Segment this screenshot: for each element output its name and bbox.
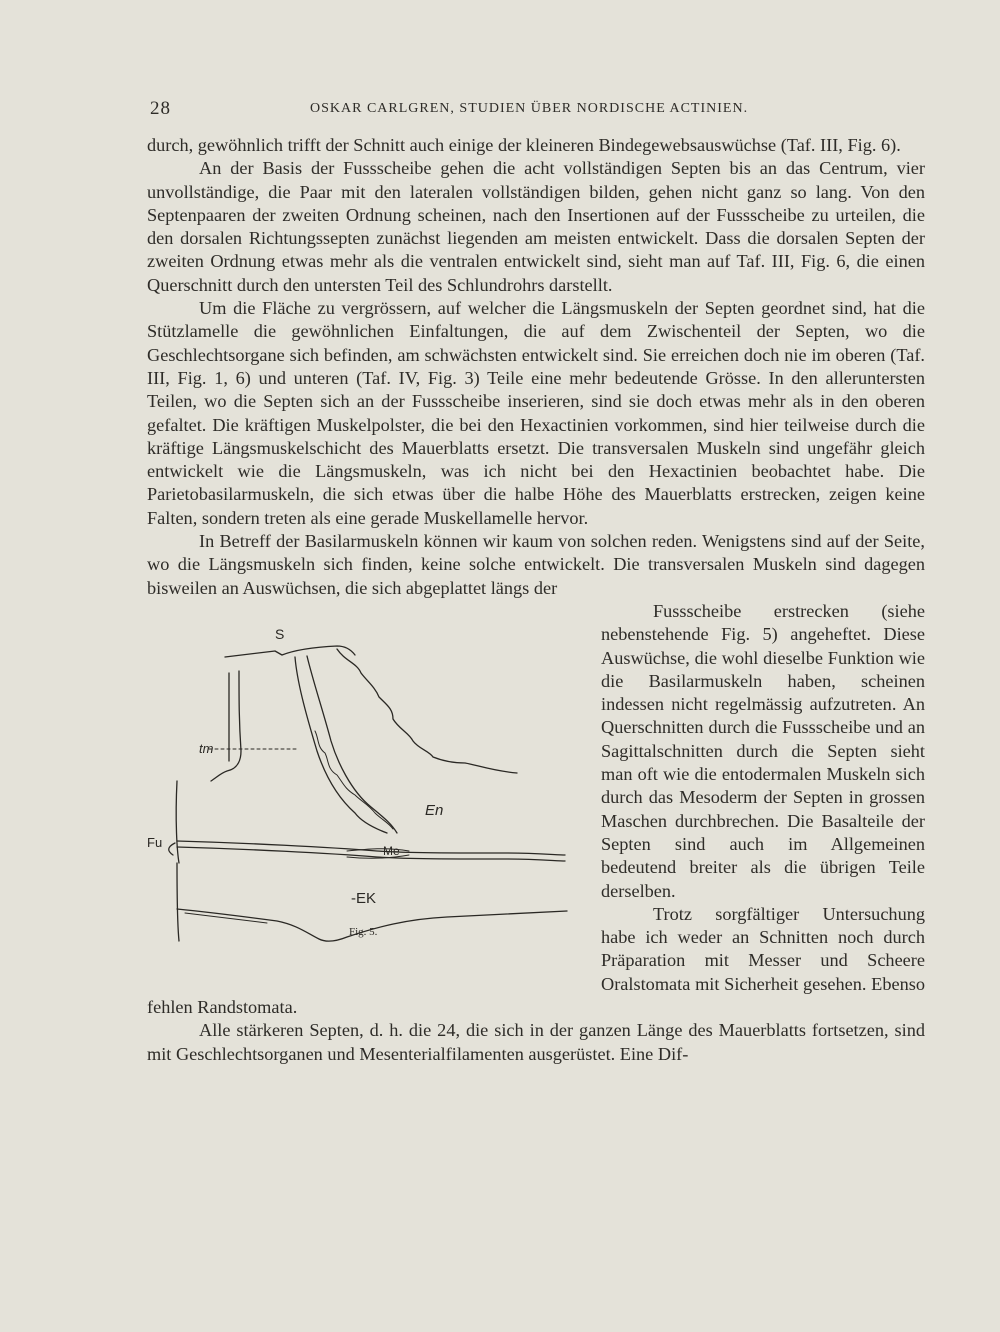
paragraph-septen-geschlechtsorgane: Alle stärkeren Septen, d. h. die 24, die sich in der ganzen Länge des Mauerblatts fortsetzen, sind mit Geschlechtsorganen und Mesenterialfilamenten ausgerüstet. Eine Dif-: [147, 1020, 925, 1064]
label-fu: Fu: [147, 834, 163, 850]
figure-5-drawing: [147, 601, 597, 973]
paragraph-basilarmuskeln: In Betreff der Basilarmuskeln können wir kaum von solchen reden. Wenigstens sind auf der Seite, wo die Längsmuskeln sich finden, keine solche entwickelt. Die transversalen Muskeln sind dagegen bisweilen an Auswüchsen, die sich abgeplattet längs der: [147, 531, 925, 598]
paragraph-stomata: Trotz sorgfältiger Untersuchung habe ich weder an Schnitten noch durch Präparation mit Messer und Scheere Oralstomata mit Sicherheit gesehen. Ebenso fehlen Randstomata.: [147, 903, 925, 1017]
figure-caption: Fig. 5.: [349, 925, 378, 938]
paragraph-continuation: durch, gewöhnlich trifft der Schnitt auch einige der kleineren Bindegewebsauswüchse (Taf. III, Fig. 6).: [147, 135, 901, 155]
body-text: [147, 134, 925, 1066]
fu-bracket-lower: [177, 863, 179, 941]
page-header: [150, 98, 928, 122]
paragraph-stuetzlamelle: Um die Fläche zu vergrössern, auf welcher die Längsmuskeln der Septen geordnet sind, hat die Stützlamelle die gewöhnlichen Einfaltungen, die auf dem Zwischenteil der Septen, wo die Geschlechtsorgane sich befinden, am schwächsten entwickelt sind. Sie erreichen doch nie im oberen (Taf. III, Fig. 1, 6) und unteren (Taf. IV, Fig. 3) Teile eine mehr bedeutende Grösse. In den alleruntersten Teilen, wo die Septen sich an der Fussscheibe inserieren, sind sie doch etwas mehr als in den oberen gefaltet. Die kräftigen Muskelpolster, die bei den Hexactinien vorkommen, sind hier teilweise durch die kräftige Längsmuskelschicht des Mauerblatts ersetzt. Die transversalen Muskeln sind ungefähr gleich entwickelt wie die Längsmuskeln, was ich nicht bei den Hexactinien beobachtet habe. Die Parietobasilarmuskeln, die sich etwas über die halbe Höhe des Mauerblatts erstrecken, zeigen keine Falten, sondern treten als eine gerade Muskellamelle hervor.: [147, 298, 925, 528]
figure-5: [147, 601, 597, 973]
left-wall-inner-line: [211, 671, 241, 781]
muscle-band-line: [315, 731, 393, 829]
fu-bracket-upper: [176, 781, 179, 863]
paragraph-basis-fussscheibe: An der Basis der Fussscheibe gehen die acht vollständigen Septen bis an das Centrum, vier unvollständige, die Paar mit den lateralen vollständigen bilden, gehen nicht ganz so lang. Von den Septenpaaren der zweiten Ordnung scheinen, nach den Insertionen auf der Fussscheibe zu urteilen, die den dorsalen Richtungssepten zunächst liegenden am meisten entwickelt. Dass die dorsalen Septen der zweiten Ordnung etwas mehr als die ventralen entwickelt sind, sieht man auf Taf. III, Fig. 6, die einen Querschnitt durch den untersten Teil des Schlundrohrs darstellt.: [147, 158, 925, 295]
label-tm: tm: [199, 740, 214, 756]
paragraph-figure-wrap: Fussscheibe erstrecken (siehe nebenstehende Fig. 5) angeheftet. Diese Auswüchse, die wohl dieselbe Funktion wie die Basilarmuskeln haben, scheinen indessen nicht regelmässig aufzutreten. An Querschnitten durch die Fussscheibe und an Sagittalschnitten durch die Septen sieht man oft wie die entodermalen Muskeln sich durch das Mesoderm der Septen in grossen Maschen durchbrechen. Die Basalteile der Septen sind auch im Allgemeinen bedeutend breiter als die übrigen Teile derselben.: [601, 600, 925, 901]
label-me: Me: [383, 843, 400, 858]
label-en: En: [425, 801, 444, 819]
septum-line-middle: [307, 656, 397, 833]
top-surface-line: [225, 646, 355, 657]
label-s: S: [275, 625, 285, 642]
page-number: 28: [150, 98, 171, 119]
septum-edge-line: [337, 649, 517, 773]
fu-bracket-tip: [169, 843, 175, 855]
septum-line-left: [295, 657, 387, 833]
label-ek: -EK: [351, 889, 377, 907]
running-title: OSKAR CARLGREN, STUDIEN ÜBER NORDISCHE ACTINIEN.: [310, 101, 749, 116]
foot-disc-line-1: [177, 841, 565, 855]
